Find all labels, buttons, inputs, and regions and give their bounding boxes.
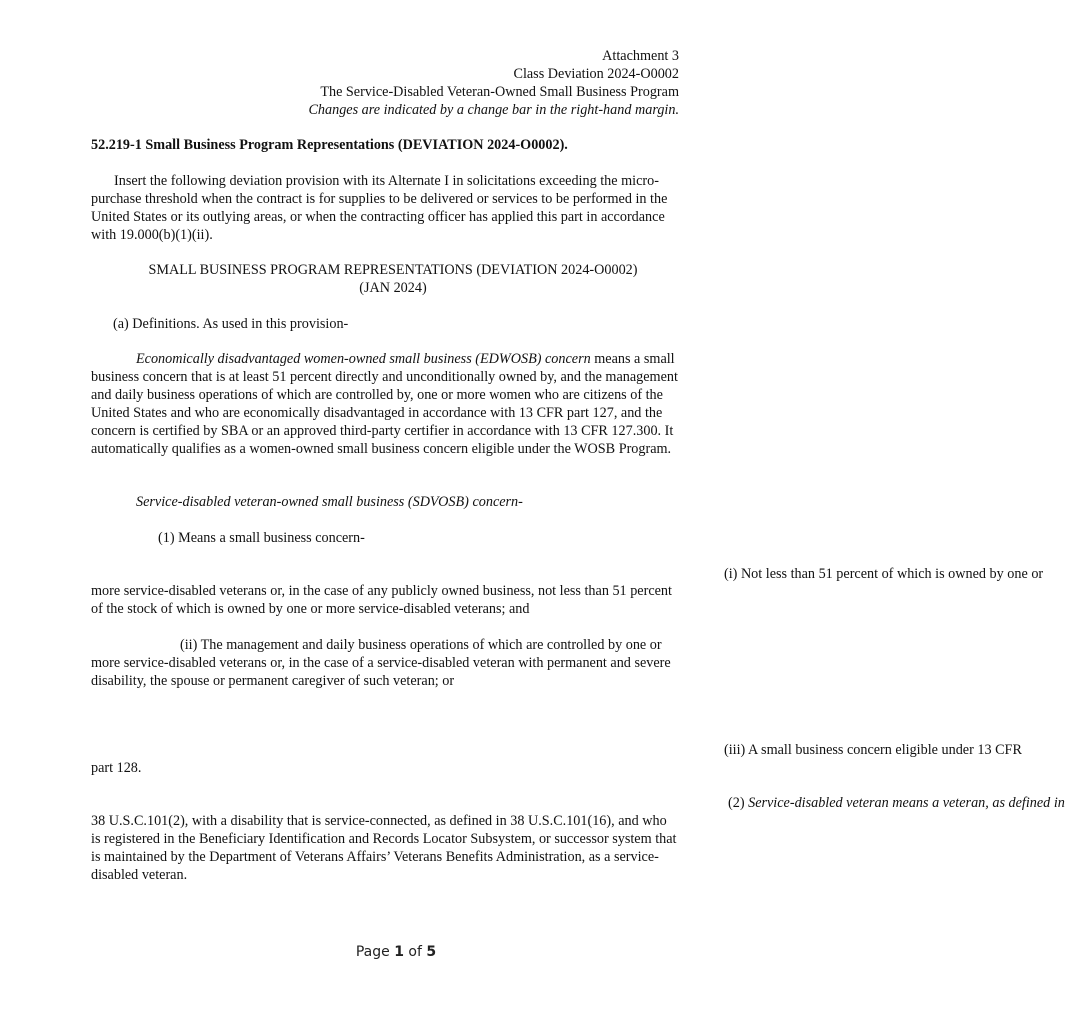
header-program-title: The Service-Disabled Veteran-Owned Small Business Program — [320, 84, 679, 100]
item-2-continued: 38 U.S.C.101(2), with a disability that is service-connected, as defined in 38 U.S.C.101(16), and who is registered in the Beneficiary Identification and Records Locator Subsystem, or successor system that is maintained by the Department of Veterans Affairs’ Veterans Benefits Administration, as a service-disabled veteran. — [91, 813, 677, 883]
section-title-wrap — [91, 136, 568, 154]
item-i-continued: more service-disabled veterans or, in the case of any publicly owned business, not less than 51 percent of the stock of which is owned by one or more service-disabled veterans; and — [91, 583, 672, 617]
footer-page-word: Page — [355, 944, 390, 960]
sdvosb-term-wrap — [136, 493, 523, 511]
item-2-term: Service-disabled veteran means a veteran, as defined in — [748, 795, 1065, 811]
definitions-lead: (a) Definitions. As used in this provision- — [113, 316, 349, 332]
header-attachment: Attachment 3 — [602, 48, 679, 64]
edwosb-text: means a small business concern that is at least 51 percent directly and unconditionally owned by, and the management and daily business operations of which are controlled by, one or more women who are citizens of the United States and who are economically disadvantaged in accordance with 13 CFR part 127, and the concern is certified by SBA or an approved third-party certifier in accordance with 13 CFR 127.300. It automatically qualifies as a women-owned small business concern eligible under the WOSB Program. — [91, 351, 678, 457]
page-footer — [0, 943, 792, 961]
header-change-note: Changes are indicated by a change bar in the right-hand margin. — [308, 102, 679, 118]
item-iii-fragment: (iii) A small business concern eligible under 13 CFR — [724, 742, 1022, 758]
edwosb-definition — [91, 350, 679, 458]
sdvosb-term: Service-disabled veteran-owned small business (SDVOSB) concern- — [136, 494, 523, 510]
footer-page-total: 5 — [426, 944, 437, 960]
provision-title-line2: (JAN 2024) — [359, 280, 427, 296]
provision-title-line1: SMALL BUSINESS PROGRAM REPRESENTATIONS (DEVIATION 2024-O0002) — [148, 262, 638, 278]
header-class-deviation: Class Deviation 2024-O0002 — [513, 66, 679, 82]
item-i-fragment: (i) Not less than 51 percent of which is owned by one or — [724, 566, 1044, 582]
intro-paragraph: Insert the following deviation provision with its Alternate I in solicitations exceeding the micro-purchase threshold when the contract is for supplies to be delivered or services to be performed in the United States or its outlying areas, or when the contracting officer has applied this part in accordance with 19.000(b)(1)(ii). — [91, 173, 668, 243]
footer-page-current: 1 — [394, 944, 404, 960]
item-ii: (ii) The management and daily business operations of which are controlled by one or more service-disabled veterans or, in the case of a service-disabled veteran with permanent and severe disability, the spouse or permanent caregiver of such veteran; or — [91, 637, 671, 689]
item-iii-continued: part 128. — [91, 760, 142, 776]
item-1: (1) Means a small business concern- — [158, 530, 365, 546]
header-change-note-wrap — [308, 101, 679, 119]
edwosb-term: Economically disadvantaged women-owned small business (EDWOSB) concern — [136, 351, 591, 367]
item-2-fragment — [728, 794, 1065, 812]
footer-of-word: of — [408, 944, 422, 960]
item-2-number: (2) — [728, 795, 749, 811]
section-title: 52.219-1 Small Business Program Representations (DEVIATION 2024-O0002). — [91, 137, 568, 153]
